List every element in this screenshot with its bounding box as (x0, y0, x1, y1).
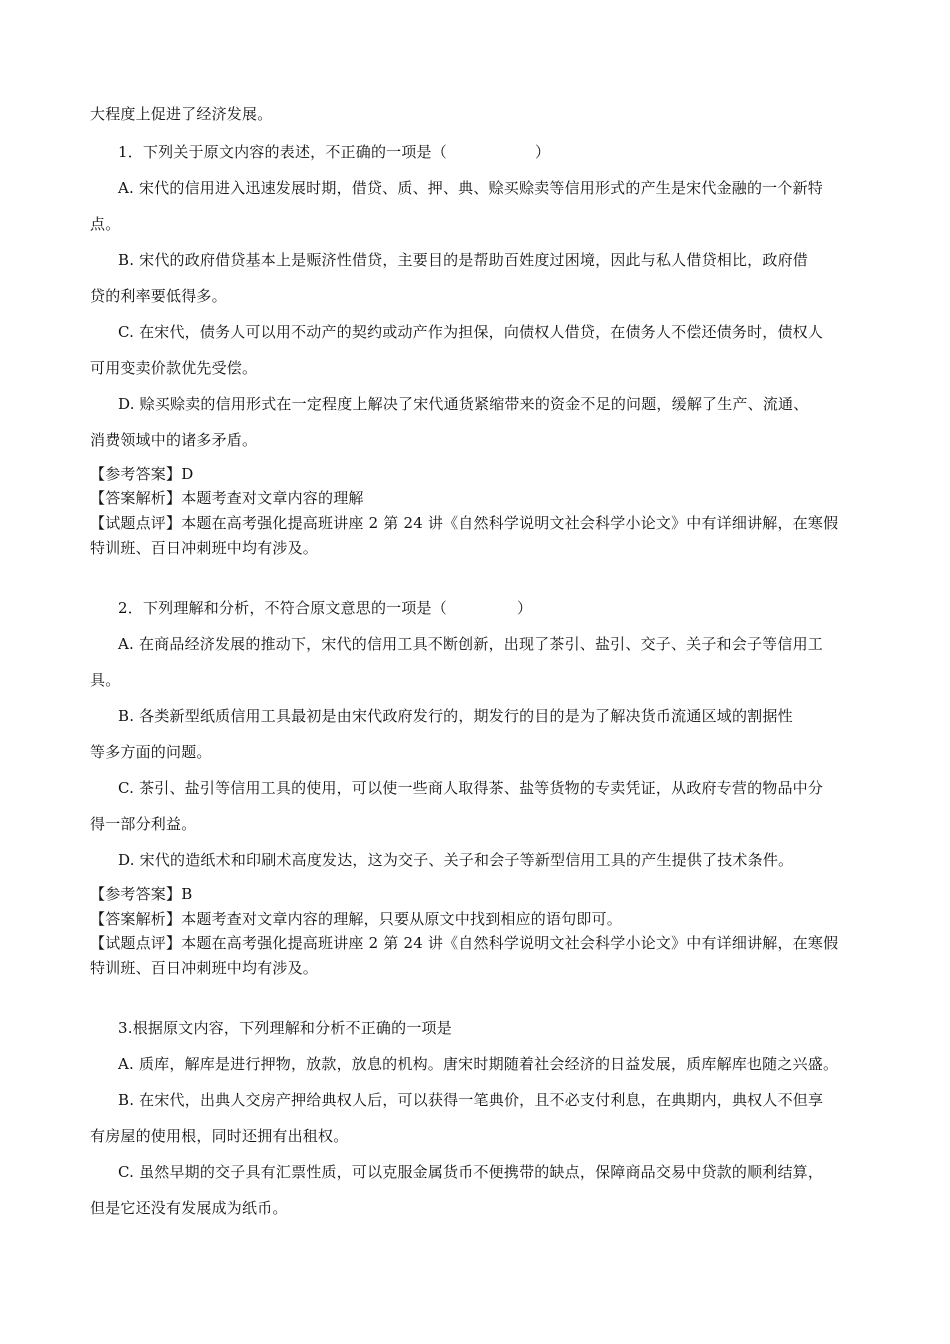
continuation-text: 大程度上促进了经济发展。 (90, 105, 273, 123)
q1-option-c-line2: 可用变卖价款优先受偿。 (90, 359, 258, 377)
q1-option-a-line1: A. 宋代的信用进入迅速发展时期，借贷、质、押、典、赊买赊卖等信用形式的产生是宋代金融的一个新特 (118, 179, 823, 197)
q1-option-c-line1: C. 在宋代，债务人可以用不动产的契约或动产作为担保，向债权人借贷，在债务人不偿还债务时，债权人 (118, 323, 824, 341)
q2-reference-answer: 【参考答案】B (90, 885, 193, 903)
q2-option-a-line1: A. 在商品经济发展的推动下，宋代的信用工具不断创新，出现了茶引、盐引、交子、关子和会子等信用工 (118, 635, 823, 653)
q2-comment-line1: 【试题点评】本题在高考强化提高班讲座 2 第 24 讲《自然科学说明文社会科学小论文》中有详细讲解，在寒假 (90, 934, 839, 952)
q2-option-d-line1: D. 宋代的造纸术和印刷术高度发达，这为交子、关子和会子等新型信用工具的产生提供了技术条件。 (118, 851, 794, 869)
q3-option-c-line1: C. 虽然早期的交子具有汇票性质，可以克服金属货币不便携带的缺点，保障商品交易中贷款的顺利结算， (118, 1163, 824, 1181)
q1-option-a-line2: 点。 (90, 215, 121, 233)
q1-answer-analysis: 【答案解析】本题考查对文章内容的理解 (90, 489, 364, 507)
q1-stem-prefix: 1．下列关于原文内容的表述，不正确的一项是（ (118, 143, 447, 161)
q1-option-d-line2: 消费领域中的诸多矛盾。 (90, 431, 258, 449)
q2-option-b-line1: B. 各类新型纸质信用工具最初是由宋代政府发行的，期发行的目的是为了解决货币流通区域的割据性 (118, 707, 793, 725)
q1-option-b-line2: 贷的利率要低得多。 (90, 287, 227, 305)
q2-option-c-line1: C. 茶引、盐引等信用工具的使用，可以使一些商人取得茶、盐等货物的专卖凭证，从政府专营的物品中分 (118, 779, 824, 797)
q1-stem (118, 141, 550, 162)
q3-option-a-line1: A. 质库，解库是进行押物，放款，放息的机构。唐宋时期随着社会经济的日益发展，质库解库也随之兴盛。 (118, 1055, 839, 1073)
q2-stem (118, 597, 532, 618)
q3-option-c-line2: 但是它还没有发展成为纸币。 (90, 1199, 288, 1217)
q2-comment-line2: 特训班、百日冲刺班中均有涉及。 (90, 959, 319, 977)
q1-stem-suffix: ） (534, 143, 551, 161)
q1-comment-line2: 特训班、百日冲刺班中均有涉及。 (90, 539, 319, 557)
q3-option-b-line2: 有房屋的使用根，同时还拥有出租权。 (90, 1127, 349, 1145)
q2-option-c-line2: 得一部分利益。 (90, 815, 197, 833)
q2-stem-suffix: ） (516, 599, 533, 617)
q2-option-a-line2: 具。 (90, 671, 121, 689)
q3-stem: 3.根据原文内容，下列理解和分析不正确的一项是 (118, 1019, 452, 1037)
q1-option-d-line1: D. 赊买赊卖的信用形式在一定程度上解决了宋代通货紧缩带来的资金不足的问题，缓解了生产、流通、 (118, 395, 809, 413)
q1-reference-answer: 【参考答案】D (90, 465, 194, 483)
q2-answer-analysis: 【答案解析】本题考查对文章内容的理解，只要从原文中找到相应的语句即可。 (90, 910, 623, 928)
q1-option-b-line1: B. 宋代的政府借贷基本上是赈济性借贷，主要目的是帮助百姓度过困境，因此与私人借贷相比，政府借 (118, 251, 808, 269)
q3-option-b-line1: B. 在宋代，出典人交房产押给典权人后，可以获得一笔典价，且不必支付利息，在典期内，典权人不但享 (118, 1091, 824, 1109)
q2-option-b-line2: 等多方面的问题。 (90, 743, 212, 761)
q2-stem-prefix: 2．下列理解和分析，不符合原文意思的一项是（ (118, 599, 447, 617)
q1-comment-line1: 【试题点评】本题在高考强化提高班讲座 2 第 24 讲《自然科学说明文社会科学小论文》中有详细讲解，在寒假 (90, 514, 839, 532)
